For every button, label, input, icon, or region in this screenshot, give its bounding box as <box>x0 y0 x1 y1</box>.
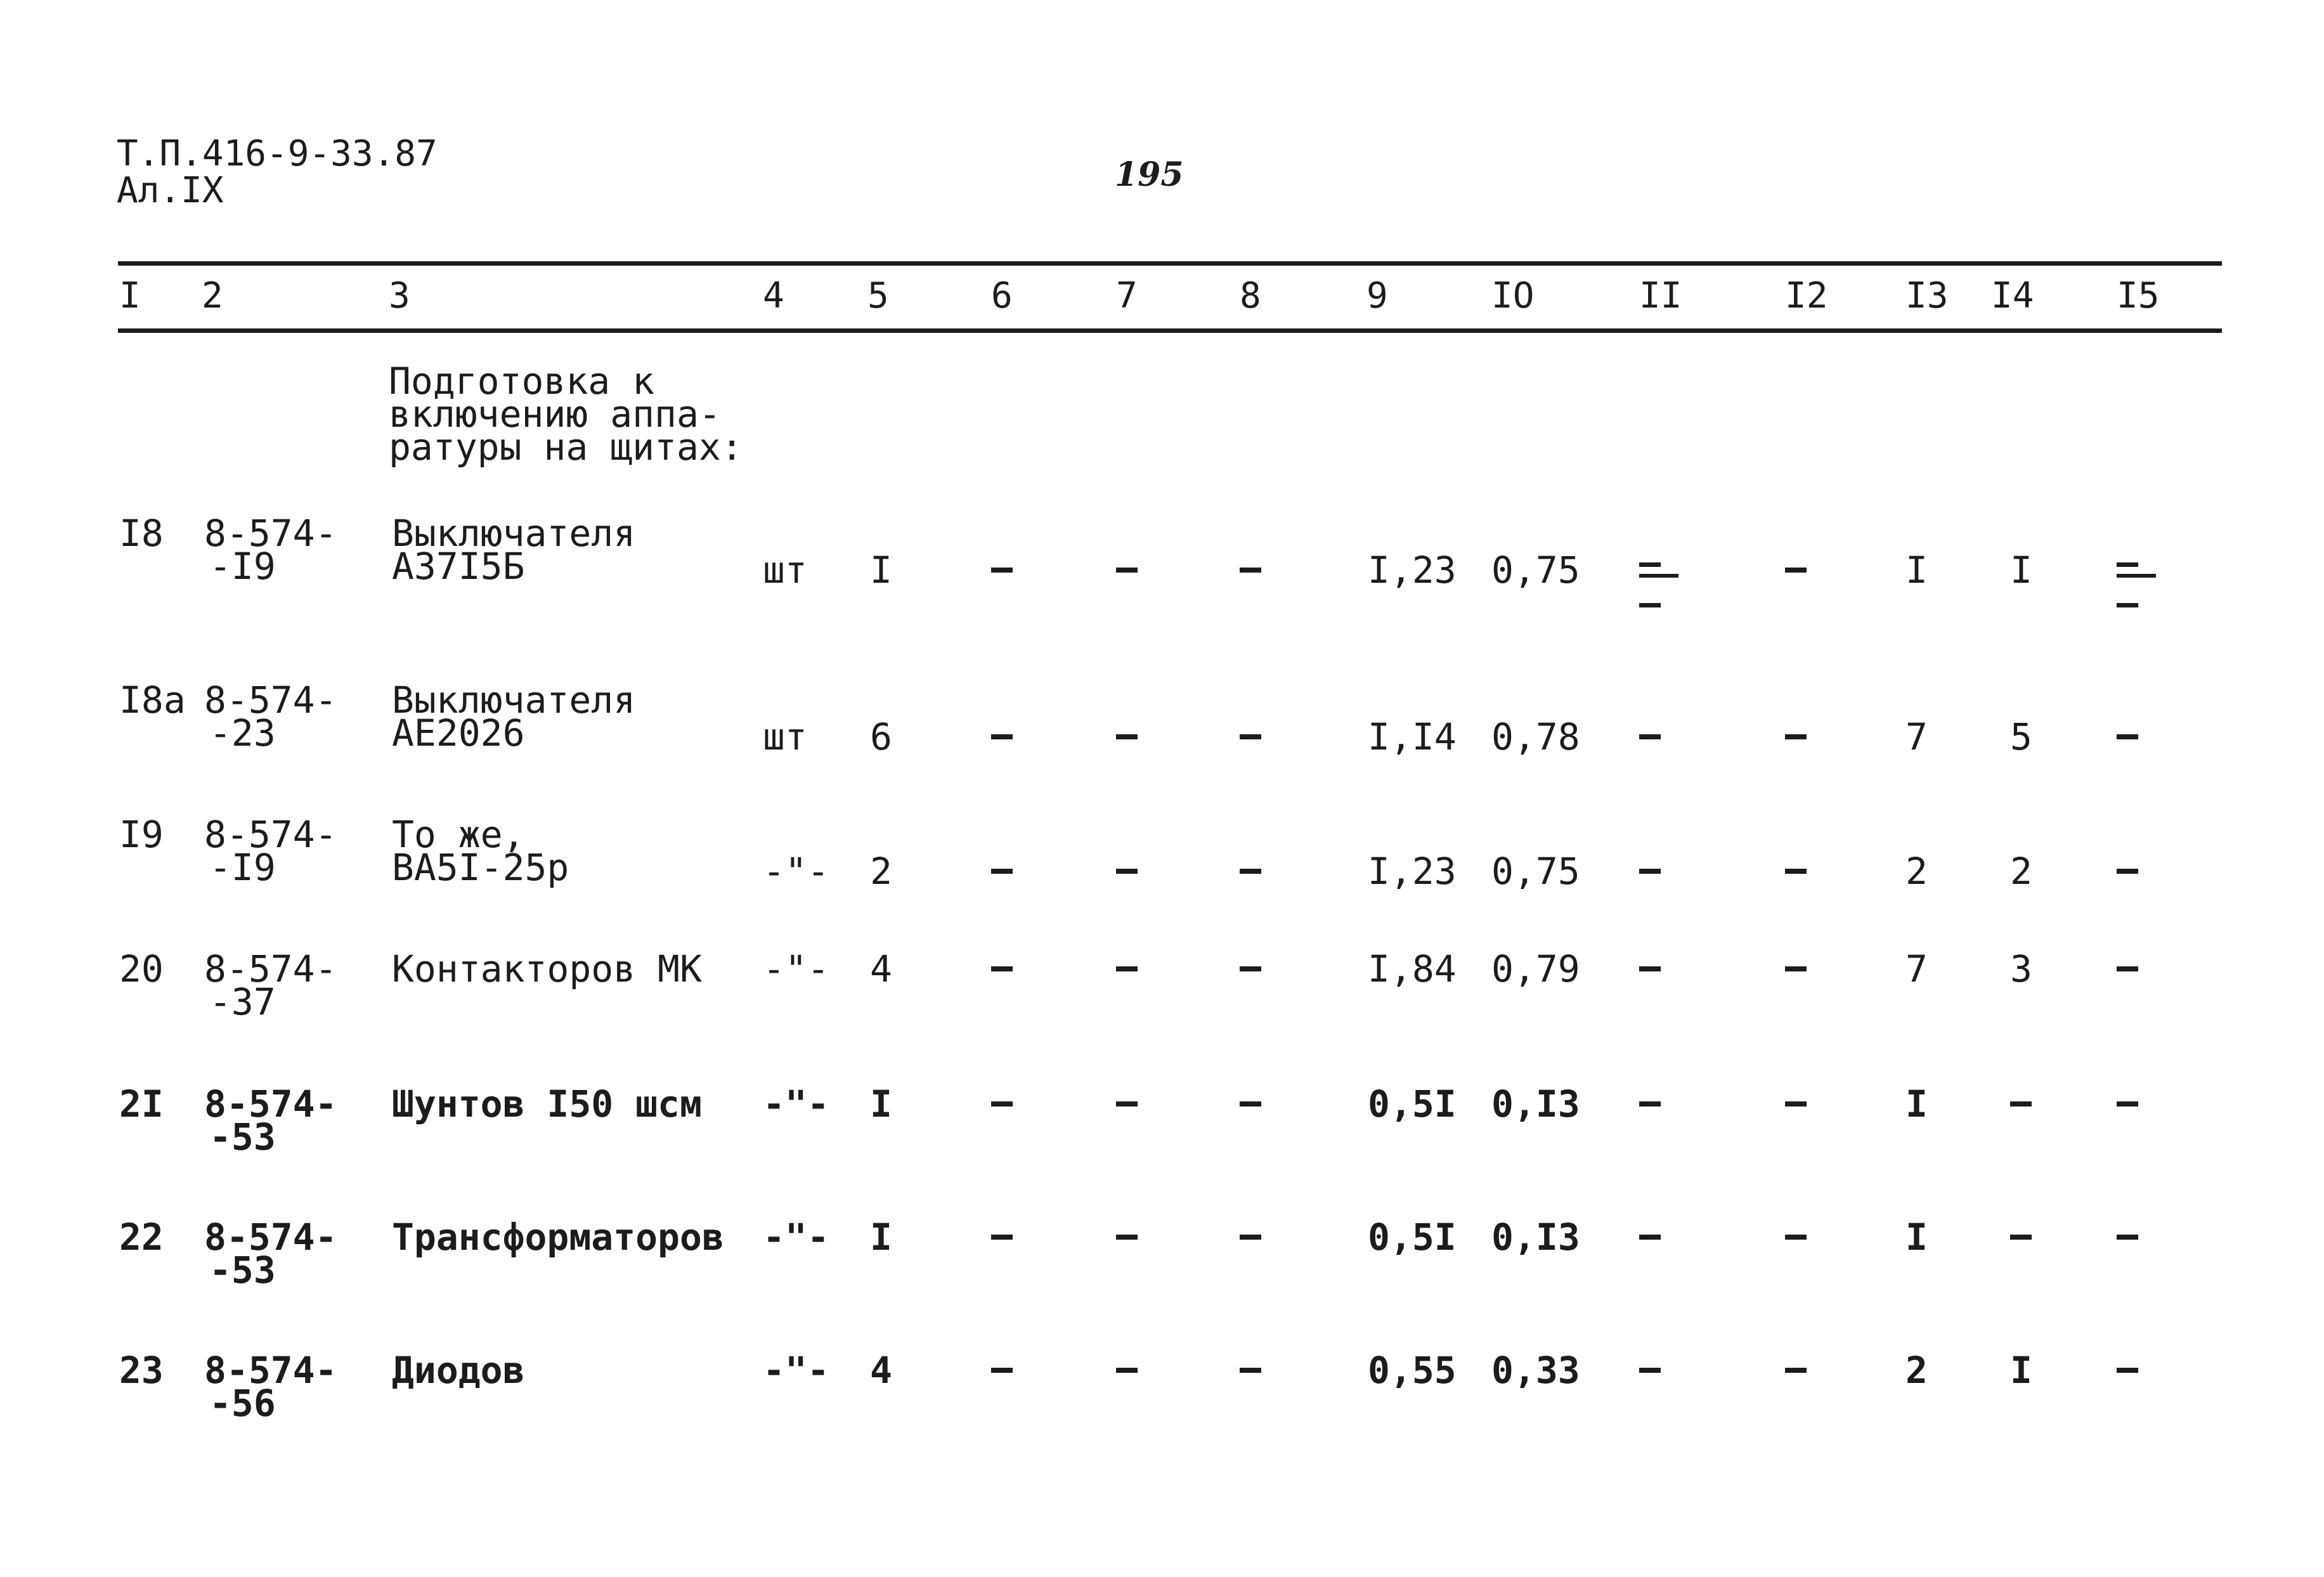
row-c9: 0,5I <box>1368 1082 1457 1126</box>
row-number: 22 <box>119 1216 164 1259</box>
document-code-line2: Ал.IX <box>117 170 224 211</box>
row-c10: 0,79 <box>1491 947 1580 990</box>
row-unit: -"- <box>763 1216 829 1259</box>
dash-c7 <box>1116 734 1138 739</box>
column-header-6: 6 <box>991 275 1013 316</box>
row-c10: 0,78 <box>1491 715 1580 758</box>
dash-c12 <box>1785 869 1807 874</box>
row-name <box>392 1082 702 1126</box>
row-code-line: -I9 <box>209 545 276 588</box>
row-code <box>204 947 337 1023</box>
row-unit: шт <box>763 548 807 592</box>
dash-c12 <box>1785 568 1807 573</box>
row-code-line: -53 <box>209 1115 276 1158</box>
row-code <box>204 813 337 889</box>
dash-c12 <box>1785 1235 1807 1240</box>
row-number: I8а <box>119 678 186 722</box>
row-name-line: А37I5Б <box>392 545 525 588</box>
row-c5: 4 <box>870 1349 892 1392</box>
row-unit: -"- <box>763 947 829 990</box>
dash-c11 <box>1639 1101 1661 1106</box>
dash-c8 <box>1240 869 1261 874</box>
row-code-line: 8-574- <box>204 1082 337 1126</box>
section-title-line1: Подготовка к <box>389 360 655 403</box>
column-header-10: IO <box>1491 275 1535 316</box>
dash-c8 <box>1240 734 1261 739</box>
row-code <box>204 1216 337 1292</box>
column-header-11: II <box>1639 275 1682 316</box>
row-name-line: Шунтов I50 шсм <box>392 1082 702 1126</box>
dash-c8 <box>1240 568 1261 573</box>
row-name-line: ВА5I-25р <box>392 846 569 889</box>
dash-c15 <box>2117 734 2138 739</box>
row-c10: 0,75 <box>1491 548 1580 592</box>
row-number: 20 <box>119 947 164 990</box>
dash-c15 <box>2117 966 2138 971</box>
row-name <box>392 1349 525 1392</box>
row-name <box>392 1216 724 1259</box>
row-c5: 6 <box>870 715 892 758</box>
column-header-7: 7 <box>1116 275 1138 316</box>
row-c5: 2 <box>870 850 892 893</box>
dash-c6 <box>991 1101 1013 1106</box>
row-code <box>204 1082 337 1158</box>
dash-c8 <box>1240 1101 1261 1106</box>
section-title <box>389 360 743 469</box>
row-code-line: -53 <box>209 1249 276 1292</box>
dash-c8 <box>1240 1235 1261 1240</box>
row-name-line: Выключателя <box>392 678 636 722</box>
row-c9: I,84 <box>1368 947 1457 990</box>
row-name <box>392 678 636 755</box>
dash-c12 <box>1785 1368 1807 1373</box>
row-c5: I <box>870 1082 892 1126</box>
row-c14: I <box>2010 548 2032 592</box>
fraction-dash-c15 <box>2117 546 2156 612</box>
row-c14: 5 <box>2010 715 2032 758</box>
row-c14: I <box>2010 1349 2032 1392</box>
column-header-5: 5 <box>867 275 889 316</box>
row-c13: 7 <box>1905 715 1928 758</box>
row-code <box>204 512 337 588</box>
section-title-line3: ратуры на щитах: <box>389 425 743 469</box>
column-header-15: I5 <box>2117 275 2160 316</box>
column-header-8: 8 <box>1240 275 1261 316</box>
row-c9: I,23 <box>1368 548 1457 592</box>
row-c10: 0,33 <box>1491 1349 1580 1392</box>
row-unit: -"- <box>763 1349 829 1392</box>
row-code-line: -56 <box>209 1382 276 1425</box>
dash-c12 <box>1785 734 1807 739</box>
row-c13: 2 <box>1905 850 1928 893</box>
dash-c6 <box>991 734 1013 739</box>
row-name-line: Выключателя <box>392 512 636 555</box>
dash-c7 <box>1116 568 1138 573</box>
row-number: 2I <box>119 1082 164 1126</box>
row-number: I9 <box>119 813 164 856</box>
row-code <box>204 678 337 755</box>
page-number: 195 <box>1115 155 1184 194</box>
row-unit: -"- <box>763 850 829 893</box>
dash-c7 <box>1116 1101 1138 1106</box>
row-name-line: Трансформаторов <box>392 1216 724 1259</box>
row-name-line: Диодов <box>392 1349 525 1392</box>
row-c13: I <box>1905 548 1928 592</box>
dash-c11 <box>1639 734 1661 739</box>
row-code-line: 8-574- <box>204 1216 337 1259</box>
section-title-line2: включению аппа- <box>389 393 721 436</box>
dash-c15 <box>2117 1235 2138 1240</box>
column-header-2: 2 <box>202 275 223 316</box>
row-code-line: -37 <box>209 980 276 1023</box>
fraction-dash-c11 <box>1639 546 1678 612</box>
row-code <box>204 1349 337 1425</box>
row-c13: 7 <box>1905 947 1928 990</box>
dash-c15 <box>2117 1101 2138 1106</box>
row-name <box>392 813 569 889</box>
row-c14: 3 <box>2010 947 2032 990</box>
dash-c11 <box>1639 966 1661 971</box>
column-header-1: I <box>119 275 141 316</box>
dash-c7 <box>1116 1235 1138 1240</box>
row-unit: -"- <box>763 1082 829 1126</box>
row-number: 23 <box>119 1349 164 1392</box>
row-code-line: 8-574- <box>204 947 337 990</box>
row-c13: 2 <box>1905 1349 1928 1392</box>
column-header-4: 4 <box>763 275 784 316</box>
row-c13: I <box>1905 1082 1928 1126</box>
row-c9: 0,5I <box>1368 1216 1457 1259</box>
column-header-14: I4 <box>1991 275 2034 316</box>
row-name-line: Контакторов МК <box>392 947 702 990</box>
dash-c7 <box>1116 966 1138 971</box>
dash-c6 <box>991 568 1013 573</box>
row-unit: шт <box>763 715 807 758</box>
table-top-rule <box>118 261 2222 266</box>
dash-c11 <box>1639 1368 1661 1373</box>
row-c10: 0,75 <box>1491 850 1580 893</box>
row-code-line: 8-574- <box>204 678 337 722</box>
column-header-13: I3 <box>1905 275 1949 316</box>
column-header-12: I2 <box>1785 275 1828 316</box>
dash-c6 <box>991 1235 1013 1240</box>
row-c13: I <box>1905 1216 1928 1259</box>
row-code-line: -23 <box>209 711 276 755</box>
table-header-rule <box>118 328 2222 333</box>
dash-c6 <box>991 966 1013 971</box>
column-header-9: 9 <box>1366 275 1388 316</box>
column-header-3: 3 <box>389 275 410 316</box>
row-name-line: АЕ2026 <box>392 711 525 755</box>
dash-c11 <box>1639 869 1661 874</box>
row-number: I8 <box>119 512 164 555</box>
row-code-line: 8-574- <box>204 1349 337 1392</box>
document-code <box>117 133 438 211</box>
dash-c6 <box>991 869 1013 874</box>
row-code-line: 8-574- <box>204 512 337 555</box>
row-c10: 0,I3 <box>1491 1216 1580 1259</box>
row-c9: 0,55 <box>1368 1349 1457 1392</box>
row-c9: I,23 <box>1368 850 1457 893</box>
row-c5: 4 <box>870 947 892 990</box>
dash-c12 <box>1785 1101 1807 1106</box>
row-c9: I,I4 <box>1368 715 1457 758</box>
row-c5: I <box>870 1216 892 1259</box>
dash-c8 <box>1240 1368 1261 1373</box>
dash-c11 <box>1639 1235 1661 1240</box>
dash-c15 <box>2117 1368 2138 1373</box>
row-code-line: -I9 <box>209 846 276 889</box>
dash-c14 <box>2010 1235 2032 1240</box>
dash-c7 <box>1116 1368 1138 1373</box>
row-c5: I <box>870 548 892 592</box>
dash-c15 <box>2117 869 2138 874</box>
row-c14: 2 <box>2010 850 2032 893</box>
dash-c8 <box>1240 966 1261 971</box>
dash-c7 <box>1116 869 1138 874</box>
row-name-line: То же, <box>392 813 525 856</box>
dash-c6 <box>991 1368 1013 1373</box>
dash-c14 <box>2010 1101 2032 1106</box>
row-name <box>392 512 636 588</box>
document-code-line1: Т.П.416-9-33.87 <box>117 133 438 174</box>
row-c10: 0,I3 <box>1491 1082 1580 1126</box>
row-name <box>392 947 702 990</box>
row-code-line: 8-574- <box>204 813 337 856</box>
dash-c12 <box>1785 966 1807 971</box>
